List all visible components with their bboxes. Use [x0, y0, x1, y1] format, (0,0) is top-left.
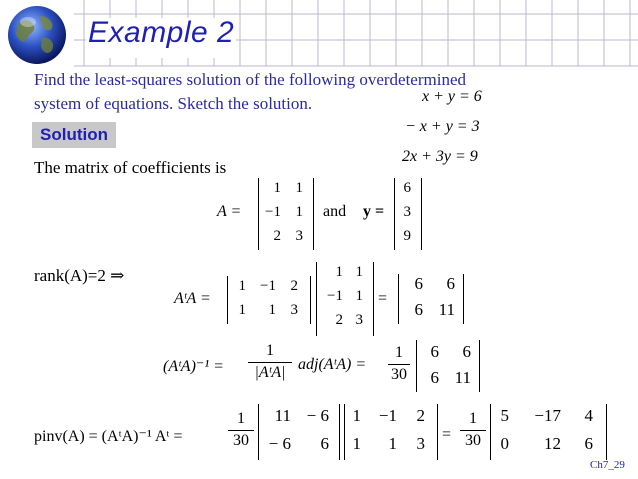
matrix-cell: 11	[438, 300, 455, 319]
frac-denominator: |AᵗA|	[248, 362, 292, 382]
frac-numerator: 1	[266, 342, 274, 359]
pinv-scalar-2	[460, 410, 486, 450]
matrix-cell: 1	[355, 264, 363, 280]
matrix-cell: 2	[335, 312, 343, 328]
equation-1: x + y = 6	[422, 88, 482, 105]
matrix-cell: 3	[290, 302, 298, 318]
matrix-cell: 2	[273, 228, 281, 244]
problem-line-2: system of equations. Sketch the solution.	[34, 94, 313, 113]
matrix-cell: −1	[378, 406, 397, 425]
matrix-cell: −1	[265, 204, 281, 220]
pinv-label: pinv(A) = (AᵗA)⁻¹ Aᵗ =	[34, 428, 183, 445]
inverse-scalar	[388, 344, 410, 384]
matrix-cell: 6	[430, 342, 439, 361]
matrix-cell: 3	[416, 434, 425, 453]
matrix-cell: −1	[260, 278, 276, 294]
matrix-cell: 2	[290, 278, 298, 294]
slide-number: Ch7_29	[590, 459, 625, 471]
matrix-adj	[416, 340, 480, 392]
matrix-cell: 1	[295, 180, 303, 196]
matrix-cell: 6	[446, 274, 455, 293]
AtA-label: AᵗA =	[174, 290, 211, 307]
scalar-numerator: 1	[395, 344, 403, 361]
scalar-numerator: 1	[469, 410, 477, 427]
matrix-inverse	[258, 404, 340, 460]
matrix-cell: 1	[335, 264, 343, 280]
matrix-cell: 1	[268, 302, 276, 318]
matrix-cell: 1	[238, 278, 246, 294]
matrix-pinv-right-bracket	[606, 404, 607, 460]
coefficients-text: The matrix of coefficients is	[34, 158, 227, 177]
equation-3: 2x + 3y = 9	[402, 148, 478, 165]
solution-label: Solution	[32, 122, 116, 148]
matrix-cell: 1	[352, 434, 361, 453]
matrix-cell: 11	[274, 406, 291, 425]
matrix-cell: 6	[430, 368, 439, 387]
matrix-cell: 1	[355, 288, 363, 304]
matrix-cell: 1	[273, 180, 281, 196]
problem-line-1: Find the least-squares solution of the following overdetermined	[34, 70, 466, 89]
equals-sign: =	[378, 290, 388, 307]
matrix-cell: 6	[320, 434, 329, 453]
scalar-denominator: 30	[460, 430, 486, 450]
matrix-cell: 6	[414, 274, 423, 293]
inverse-label: (AᵗA)⁻¹ =	[163, 358, 224, 375]
rank-text: rank(A)=2 ⇒	[34, 266, 125, 285]
vector-cell: 6	[403, 180, 411, 196]
scalar-denominator: 30	[228, 430, 254, 450]
matrix-At	[227, 276, 311, 324]
adj-label: adj(AᵗA) =	[298, 356, 367, 373]
matrix-cell: −17	[534, 406, 561, 425]
matrix-cell: 3	[355, 312, 363, 328]
matrix-cell: 5	[500, 406, 509, 425]
matrix-At-copy	[344, 404, 438, 460]
scalar-denominator: 30	[388, 364, 410, 384]
matrix-cell: 1	[352, 406, 361, 425]
problem-statement	[34, 68, 466, 116]
matrix-cell: 12	[544, 434, 561, 453]
matrix-A-copy	[316, 262, 374, 336]
matrix-cell: 6	[414, 300, 423, 319]
matrix-cell: 1	[238, 302, 246, 318]
globe-icon	[6, 4, 68, 66]
scalar-numerator: 1	[237, 410, 245, 427]
matrix-pinv	[490, 404, 607, 460]
matrix-AtA	[398, 274, 464, 324]
matrix-cell: − 6	[306, 406, 329, 425]
vector-cell: 9	[403, 228, 411, 244]
equals-sign: =	[442, 426, 452, 443]
page-title: Example 2	[88, 16, 235, 49]
matrix-cell: − 6	[268, 434, 291, 453]
inverse-frac	[248, 342, 292, 382]
matrix-cell: 4	[584, 406, 593, 425]
matrix-cell: −1	[327, 288, 343, 304]
and-text: and	[323, 203, 347, 220]
vector-cell: 3	[403, 204, 411, 220]
matrix-cell: 6	[462, 342, 471, 361]
matrix-cell: 3	[295, 228, 303, 244]
equation-2: − x + y = 3	[405, 118, 480, 135]
matrix-cell: 1	[295, 204, 303, 220]
matrix-cell: 0	[500, 434, 509, 453]
vector-y	[394, 178, 422, 250]
matrix-cell: 1	[388, 434, 397, 453]
matrix-cell: 6	[584, 434, 593, 453]
vector-y-label: y =	[363, 203, 385, 220]
matrix-cell: 2	[416, 406, 425, 425]
matrix-A-label: A =	[217, 203, 242, 220]
pinv-scalar	[228, 410, 254, 450]
matrix-cell: 11	[454, 368, 471, 387]
matrix-A	[258, 178, 314, 250]
